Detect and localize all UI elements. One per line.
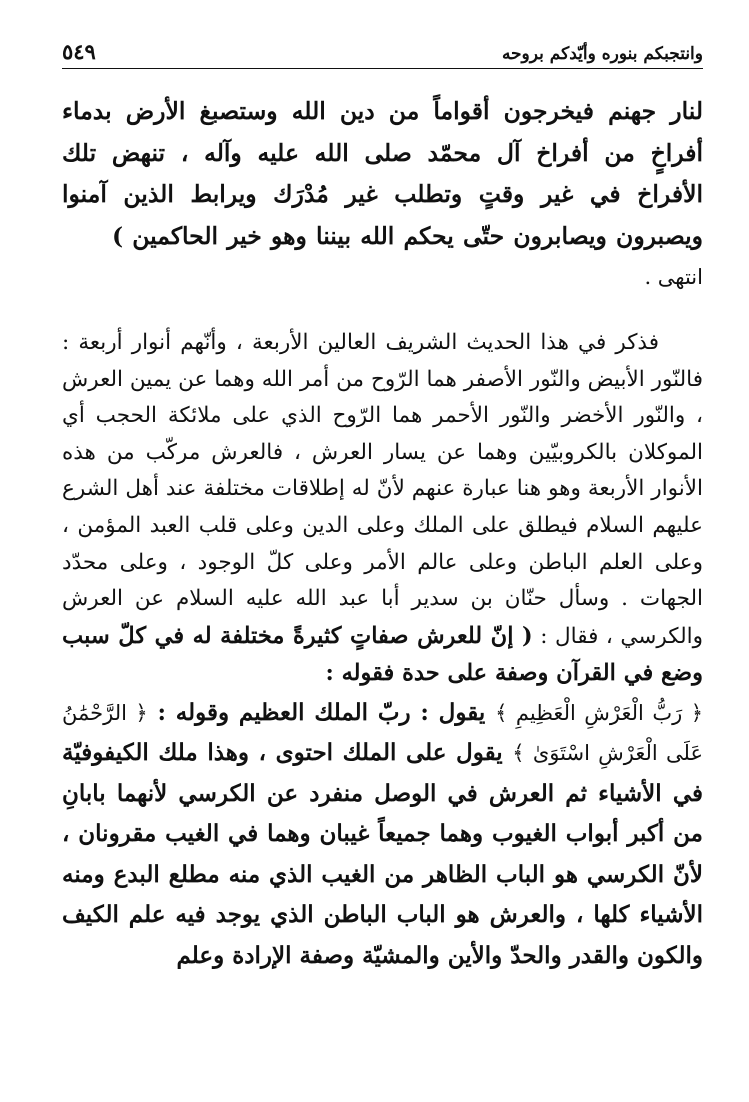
hadith-quote-continuation — [62, 693, 703, 977]
page-number: ٥٤٩ — [62, 39, 96, 64]
paragraph-spacer — [62, 297, 703, 325]
hadith-quote-start: ( إنّ للعرش صفاتٍ كثيرةً مختلفة له في كلّ سبب وضع في القرآن وصفة على حدة فقوله : — [62, 622, 703, 687]
commentary-text: فذكر في هذا الحديث الشريف العالين الأربعة ، وأنّهم أنوار أربعة : فالنّور الأبيض والنّور الأصفر هما الرّوح من أمر الله وهما عن يمين العرش ، والنّور الأخضر والنّور الأحمر هما الرّوح الذي على ملائكة الحجب أي الموكلان بالكروبيّين وهما عن يسار العرش ، فالعرش مركّب من هذه الأنوار الأربعة وهو هنا عبارة عنهم لأنّ له إطلاقات مختلفة عند أهل الشرع عليهم السلام فيطلق على الملك وعلى الدين وعلى قلب العبد المؤمن ، وعلى العلم الباطن وعلى عالم الأمر وعلى كلّ الوجود ، وعلى محدّد الجهات . وسأل حنّان بن سدير أبا عبد الله عليه السلام عن العرش والكرسي ، فقال : — [62, 330, 703, 649]
hadith-quote-end: لنار جهنم فيخرجون أقواماً من دين الله وستصبغ الأرض بدماء أفراخٍ من أفراخ آل محمّد صلى الله عليه وآله ، تنهض تلك الأفراخ في غير وقتٍ وتطلب غير مُدْرَك ويرابط الذين آمنوا ويصبرون ويصابرون حتّى يحكم الله بيننا وهو خير الحاكمين ) — [62, 97, 703, 250]
hadith-text-3: يقول على الملك احتوى ، وهذا ملك الكيفوفيّة في الأشياء ثم العرش في الوصل منفرد عن الكرسي لأنهما بابانِ من أكبر أبواب الغيوب وهما جميعاً غيبان وهما في الغيب مقرونان ، لأنّ الكرسي هو الباب الظاهر من الغيب الذي منه مطلع البدع ومنه الأشياء كلها ، والعرش هو الباب الباطن الذي يوجد فيه علم الكيف والكون والقدر والحدّ والأين والمشيّة وصفة الإرادة وعلم — [62, 739, 703, 969]
quote-closing-marker: انتهى . — [644, 265, 703, 289]
quran-verse-1: ﴿ رَبُّ الْعَرْشِ الْعَظِيمِ ﴾ — [495, 700, 703, 725]
running-title: وانتجبكم بنوره وأيّدكم بروحه — [501, 44, 703, 64]
quran-verse-2: ﴿ الرَّحْمَٰنُ عَلَى الْعَرْشِ اسْتَوَىٰ ﴾ — [62, 700, 703, 766]
commentary-paragraph — [62, 325, 703, 693]
running-header — [62, 28, 703, 69]
hadith-text-2: يقول : ربّ الملك العظيم وقوله : — [157, 698, 486, 726]
